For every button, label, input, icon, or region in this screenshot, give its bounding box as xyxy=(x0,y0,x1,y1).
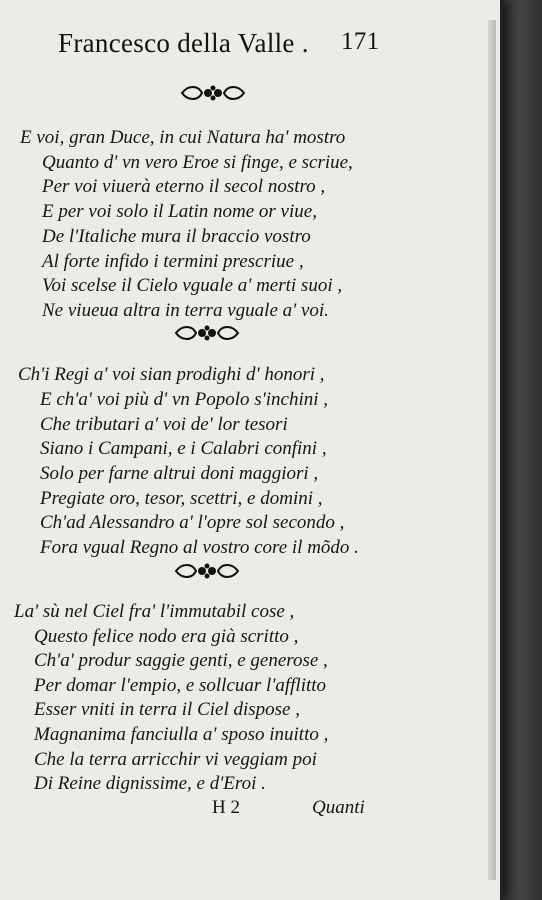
verse-line: E ch'a' voi più d' vn Popolo s'inchini , xyxy=(40,389,329,410)
verse-line: Al forte infido i termini prescriue , xyxy=(42,251,304,272)
verse-line: Per domar l'empio, e sollcuar l'afflitto xyxy=(34,675,327,696)
page-number: 171 xyxy=(341,28,380,55)
running-header xyxy=(58,28,478,59)
fleuron-icon xyxy=(172,560,242,582)
verse-line: Pregiate oro, tesor, scettri, e domini , xyxy=(40,488,323,509)
running-title: Francesco della Valle . xyxy=(58,28,309,58)
signature-mark: H 2 xyxy=(212,797,240,818)
verse-line: Ne viueua altra in terra vguale a' voi. xyxy=(42,300,329,321)
fleuron-icon xyxy=(172,322,242,344)
verse-line: Ch'ad Alessandro a' l'opre sol secondo , xyxy=(40,512,345,533)
verse-line: Per voi viuerà eterno il secol nostro , xyxy=(42,176,326,197)
verse-line: La' sù nel Ciel fra' l'immutabil cose , xyxy=(14,601,295,622)
verse-line: De l'Italiche mura il braccio vostro xyxy=(42,226,311,247)
verse-line: Che la terra arricchir vi veggiam poi xyxy=(34,749,317,770)
verse-line: Di Reine dignissime, e d'Eroi . xyxy=(34,773,266,794)
verse-line: Magnanima fanciulla a' sposo inuitto , xyxy=(34,724,329,745)
fleuron-icon xyxy=(178,82,248,104)
verse-line: Fora vgual Regno al vostro core il mõdo . xyxy=(40,537,359,558)
verse-line: Che tributari a' voi de' lor tesori xyxy=(40,414,288,435)
verse-line: Ch'i Regi a' voi sian prodighi d' honori , xyxy=(18,364,325,385)
verse-line: E voi, gran Duce, in cui Natura ha' mostro xyxy=(20,127,346,148)
verse-line: Siano i Campani, e i Calabri confini , xyxy=(40,438,327,459)
verse-line: Ch'a' produr saggie genti, e generose , xyxy=(34,650,328,671)
verse-line: Quanto d' vn vero Eroe si finge, e scriue, xyxy=(42,152,353,173)
verse-line: Esser vniti in terra il Ciel dispose , xyxy=(34,699,300,720)
catchword: Quanti xyxy=(312,797,365,818)
page-edge xyxy=(488,20,496,880)
verse-line: Voi scelse il Cielo vguale a' merti suoi , xyxy=(42,275,343,296)
verse-line: E per voi solo il Latin nome or viue, xyxy=(42,201,317,222)
verse-line: Solo per farne altrui doni maggiori , xyxy=(40,463,319,484)
verse-line: Questo felice nodo era già scritto , xyxy=(34,626,299,647)
